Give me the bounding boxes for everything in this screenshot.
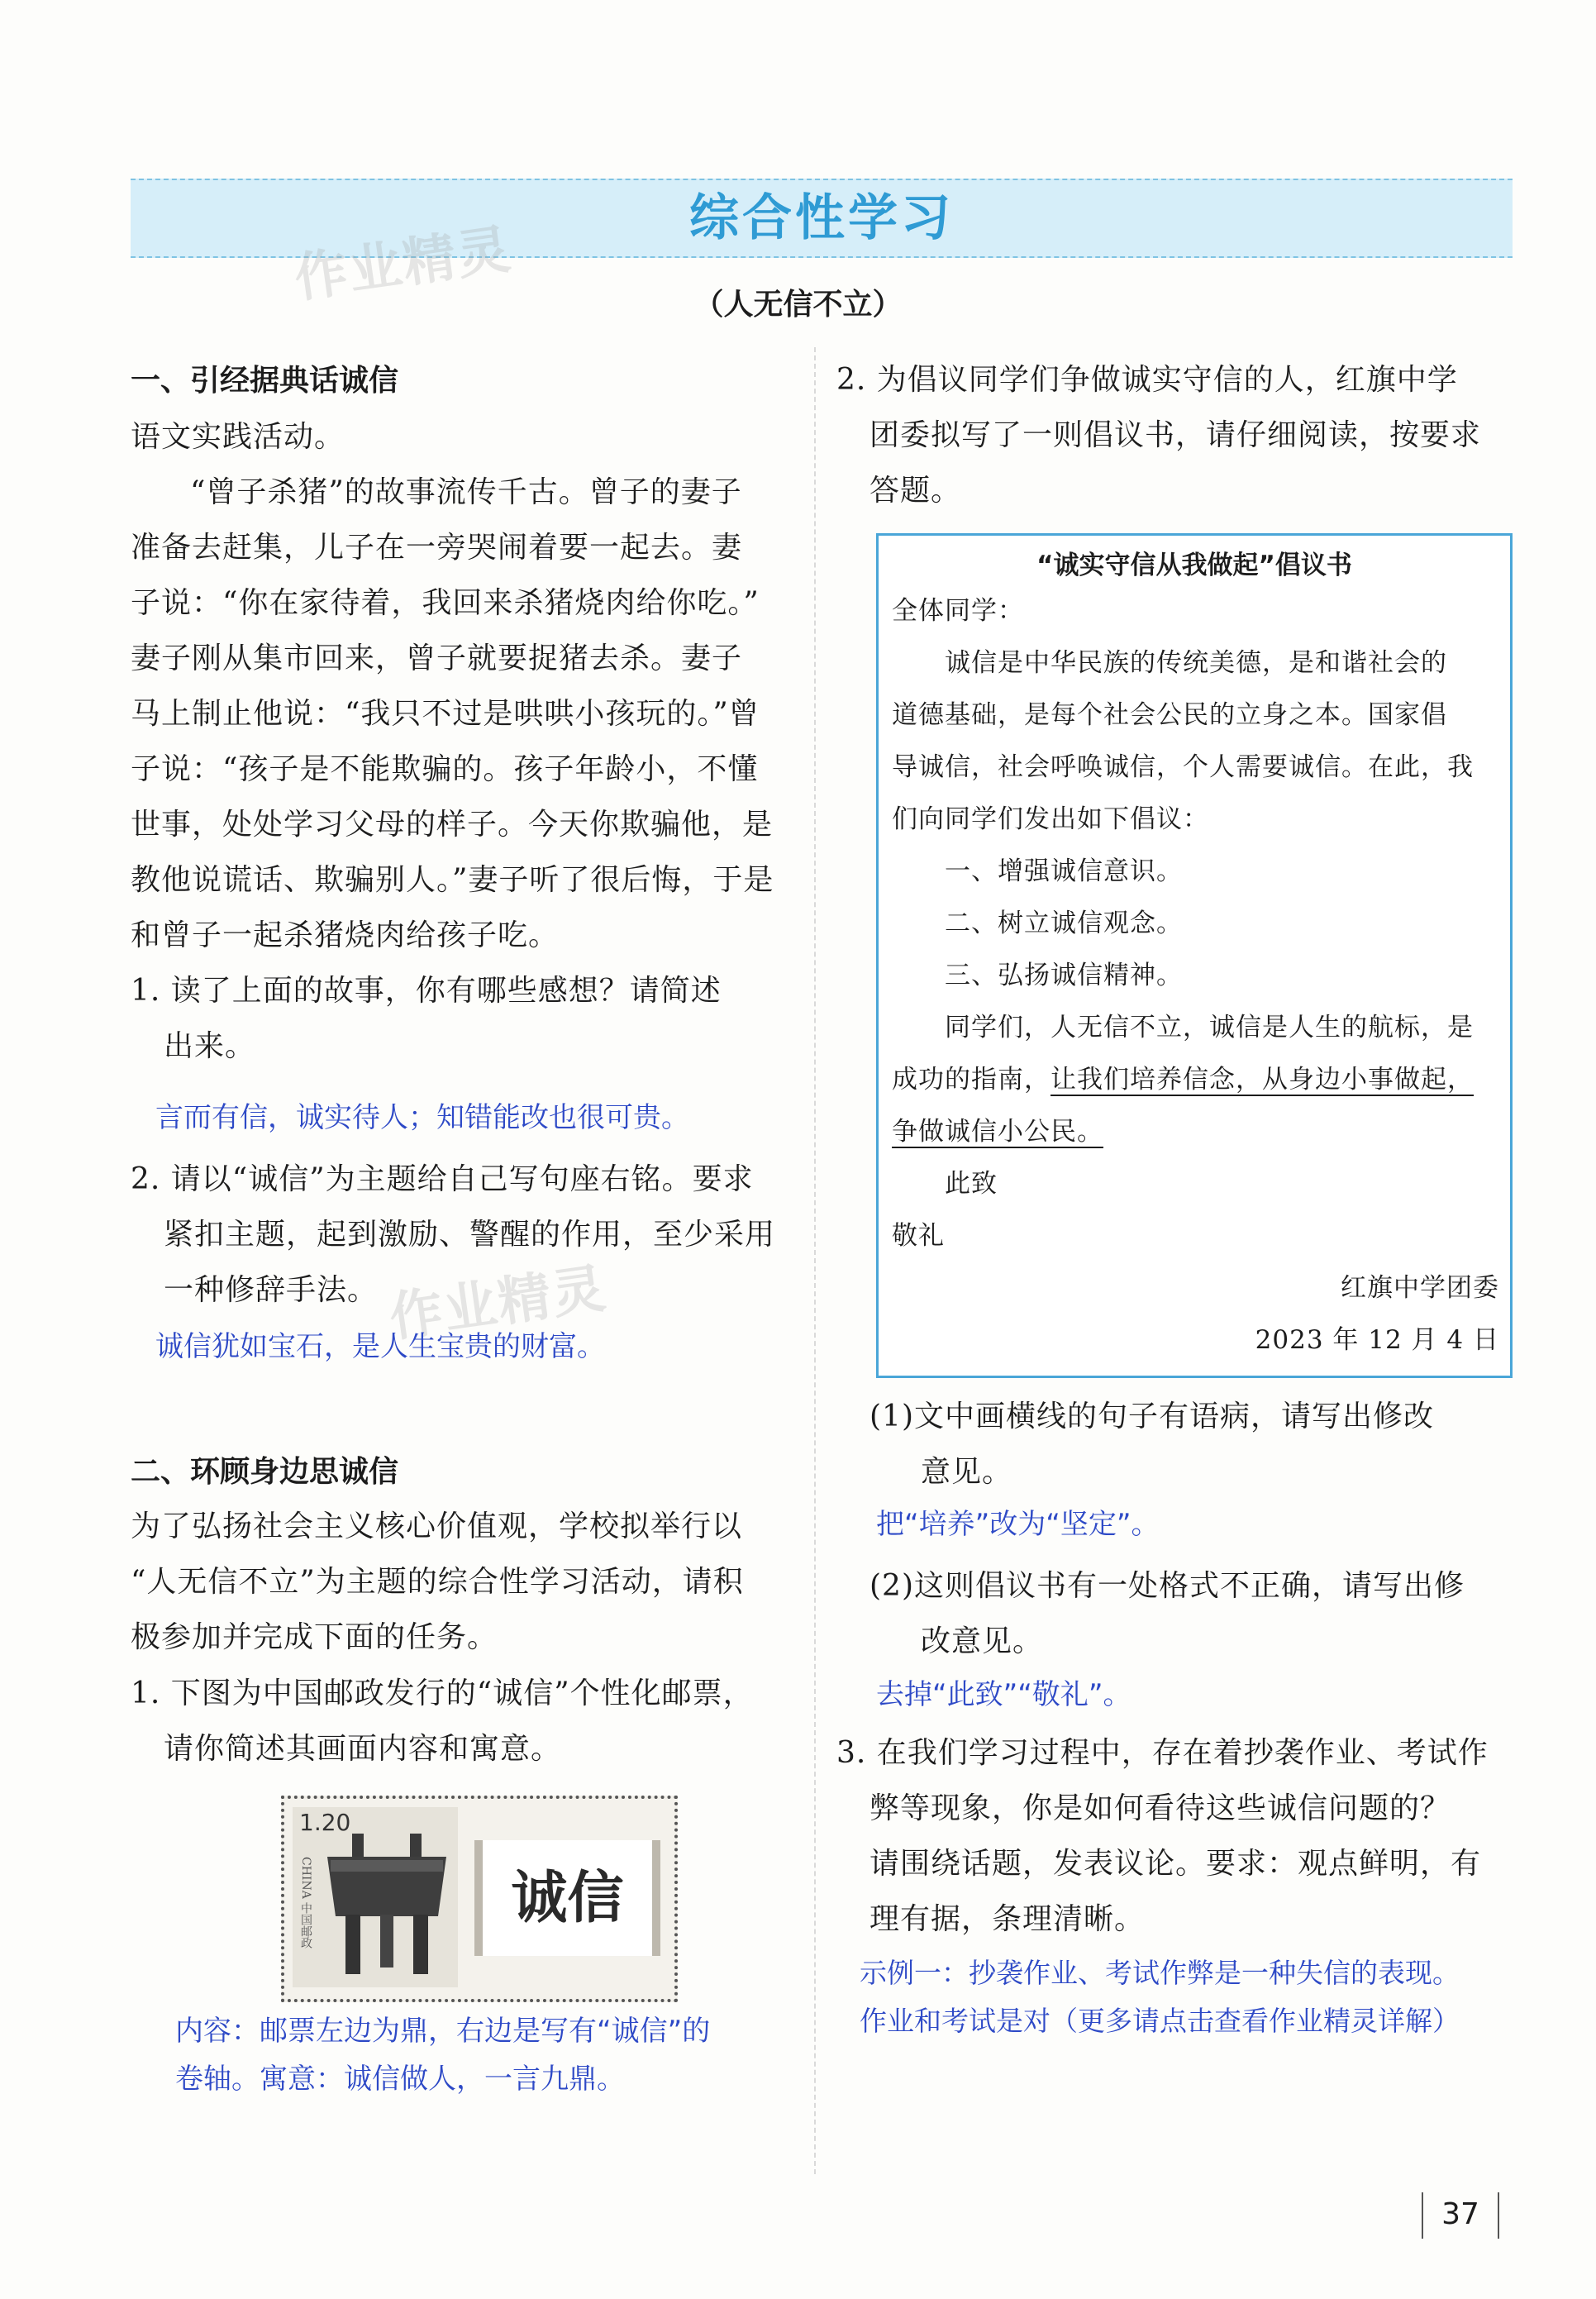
proposal-paragraph-2: 同学们，人无信不立，诚信是人生的航标，是 成功的指南，让我们培养信念，从身边小事做起， 争做诚信小公民。 <box>892 1013 1474 1147</box>
task-2: 2. 为倡议同学们争做诚实守信的人，红旗中学 团委拟写了一则倡议书，请仔细阅读，按要求 答题。 <box>836 363 1482 508</box>
question-1-answer: 言而有信，诚实待人；知错能改也很可贵。 <box>155 1101 689 1134</box>
proposal-items: 一、增强诚信意识。 二、树立诚信观念。 三、弘扬诚信精神。 <box>945 856 1183 990</box>
proposal-signature: 红旗中学团委 <box>1341 1273 1499 1303</box>
task-3-answer: 示例一：抄袭作业、考试作弊是一种失信的表现。 作业和考试是对（更多请点击查看作业精灵详解） <box>860 1949 1537 2045</box>
proposal-greeting: 全体同学： <box>892 596 1024 626</box>
section-1-title: 一、引经据典话诚信 <box>131 364 399 398</box>
proposal-paragraph-1: 诚信是中华民族的传统美德，是和谐社会的 道德基础，是每个社会公民的立身之本。国家倡 导诚信，社会呼唤诚信，个人需要诚信。在此，我 们向同学们发出如下倡议： <box>892 648 1474 834</box>
page-title: 综合性学习 <box>689 189 954 247</box>
stamp-image <box>281 1796 678 2002</box>
stamp-frame <box>293 1807 458 1987</box>
stamp-denomination: 1.20 <box>299 1809 351 1836</box>
question-1: 1. 读了上面的故事，你有哪些感想？请简述 出来。 <box>131 974 722 1063</box>
column-divider <box>814 347 816 2174</box>
sub-question-2: (2)这则倡议书有一处格式不正确，请写出修 改意见。 <box>869 1569 1465 1658</box>
question-2: 2. 请以“诚信”为主题给自己写句座右铭。要求 紧扣主题，起到激励、警醒的作用，至少采用 一种修辞手法。 <box>131 1162 776 1307</box>
proposal-closing-1: 此致 <box>945 1169 998 1199</box>
proposal-date: 2023 年 12 月 4 日 <box>1255 1325 1499 1355</box>
task-1-answer: 内容：邮票左边为鼎，右边是写有“诚信”的 卷轴。寓意：诚信做人，一言九鼎。 <box>175 2015 711 2096</box>
question-2-answer: 诚信犹如宝石，是人生宝贵的财富。 <box>155 1330 605 1363</box>
ding-vessel-icon <box>317 1832 456 1981</box>
underlined-sentence: 让我们培养信念，从身边小事做起， <box>1051 1065 1474 1095</box>
underlined-sentence-end: 争做诚信小公民。 <box>892 1117 1103 1147</box>
section-2-title: 二、环顾身边思诚信 <box>131 1455 399 1489</box>
more-details-link[interactable]: 作业和考试是对（更多请点击查看作业精灵详解） <box>860 2005 1460 2037</box>
watermark: 作业精灵 <box>290 218 516 310</box>
watermark: 作业精灵 <box>385 1257 611 1349</box>
proposal-closing-2: 敬礼 <box>892 1221 945 1251</box>
story-text: “曾子杀猪”的故事流传千古。曾子的妻子 准备去赶集，儿子在一旁哭闹着要一起去。妻 子说：“你在家待着，我回来杀猪烧肉给你吃。” 妻子刚从集市回来，曾子就要捉猪去杀。妻子 马上制止他说：“我只不过是哄哄小孩玩的。”曾 子说：“孩子是不能欺骗的。孩子年龄小，不懂 世事，处处学习父母的样子。今天你欺骗他，是 教他说谎话、欺骗别人。”妻子听了很后悔，于是 和曾子一起杀猪烧肉给孩子吃。 <box>131 475 774 952</box>
proposal-title: “诚实守信从我做起”倡议书 <box>1036 551 1352 580</box>
stamp-country: CHINA 中国邮政 <box>299 1857 312 1949</box>
sub-question-1-answer: 把“培养”改为“坚定”。 <box>876 1508 1160 1541</box>
activity-label: 语文实践活动。 <box>131 420 345 454</box>
section-2-intro: 为了弘扬社会主义核心价值观，学校拟举行以 “人无信不立”为主题的综合性学习活动，请积 极参加并完成下面的任务。 <box>131 1510 744 1654</box>
page-number-bar-right <box>1498 2192 1499 2239</box>
sub-question-1: (1)文中画横线的句子有语病，请写出修改 意见。 <box>869 1400 1434 1489</box>
task-3: 3. 在我们学习过程中，存在着抄袭作业、考试作 弊等现象，你是如何看待这些诚信问题的？ 请围绕话题，发表议论。要求：观点鲜明，有 理有据，条理清晰。 <box>836 1736 1489 1936</box>
scroll <box>474 1840 660 1956</box>
task-1: 1. 下图为中国邮政发行的“诚信”个性化邮票， 请你简述其画面内容和寓意。 <box>131 1677 754 1766</box>
page-number-bar-left <box>1422 2192 1423 2239</box>
scroll-calligraphy: 诚信 <box>511 1865 624 1931</box>
page-number: 37 <box>1441 2197 1479 2231</box>
page-subtitle: （人无信不立） <box>693 288 903 322</box>
proposal-letter <box>876 533 1513 1378</box>
sub-question-2-answer: 去掉“此致”“敬礼”。 <box>876 1678 1131 1711</box>
